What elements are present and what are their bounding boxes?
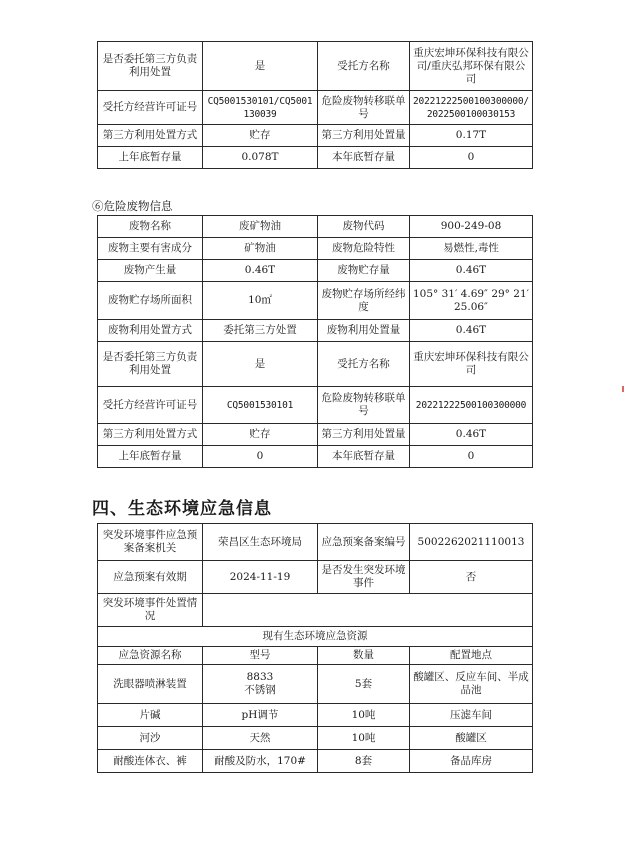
table-row [98,216,533,238]
hazardous-waste-table [97,215,533,468]
section-6-label: ⑥危险废物信息 [92,199,173,213]
cell-value: 压滤车间 [410,704,533,727]
table-row [98,561,533,594]
cell-value: 5套 [318,665,410,704]
table-row [98,727,533,750]
cell-value: 是 [203,342,318,387]
cell-value: CQ5001530101/CQ500113003​9 [203,91,318,125]
cell-label: 废物危险特性 [318,238,410,260]
cell-label: 是否委托第三方负责利用处置 [98,42,203,91]
cell-value: 20221222500100300000/2022500100030153 [410,91,533,125]
scan-artifact [622,386,624,392]
cell-label: 危险废物转移联单号 [318,387,410,424]
cell-label: 受托方名称 [318,42,410,91]
table-row [98,750,533,773]
cell-value: 耐酸及防水，170# [203,750,318,773]
cell-value: 8833 不锈钢 [203,665,318,704]
table-row [98,342,533,387]
cell-value: 0.46T [410,320,533,342]
cell-label: 突发环境事件应急预案备案机关 [98,524,203,561]
cell-value: 0.17T [410,125,533,147]
cell-value: 2024-11-19 [203,561,318,594]
cell-label: 废物贮存场所经纬度 [318,282,410,320]
cell-value: 0 [203,446,318,468]
table-row [98,704,533,727]
column-header: 数量 [318,647,410,665]
cell-value: 0 [410,446,533,468]
cell-value: 天然 [203,727,318,750]
cell-label: 本年底暂存量 [318,147,410,169]
table-row [98,524,533,561]
cell-label: 废物产生量 [98,260,203,282]
cell-label: 废物利用处置方式 [98,320,203,342]
table-row [98,238,533,260]
cell-value: 0.46T [410,260,533,282]
table-row [98,424,533,446]
cell-value: 900-249-08 [410,216,533,238]
cell-value: 河沙 [98,727,203,750]
cell-label: 受托方经营许可证号 [98,91,203,125]
table-row [98,147,533,169]
cell-value: 耐酸连体衣、裤 [98,750,203,773]
cell-label: 第三方利用处置量 [318,424,410,446]
cell-label: 第三方利用处置方式 [98,125,203,147]
cell-label: 应急预案有效期 [98,561,203,594]
cell-label: 上年底暂存量 [98,446,203,468]
cell-value: 酸罐区 [410,727,533,750]
cell-value: 片碱 [98,704,203,727]
cell-label: 第三方利用处置方式 [98,424,203,446]
cell-value: 20221222500100300000 [410,387,533,424]
cell-value: 废矿物油 [203,216,318,238]
section-4-heading: 四、生态环境应急信息 [92,499,272,519]
disposal-table-a [97,41,533,169]
cell-value: 是 [203,42,318,91]
table-row [98,387,533,424]
cell-label: 应急预案备案编号 [318,524,410,561]
cell-label: 废物主要有害成分 [98,238,203,260]
cell-value: 贮存 [203,125,318,147]
table-row [98,665,533,704]
cell-label: 废物贮存量 [318,260,410,282]
cell-value [203,594,533,627]
cell-label: 受托方经营许可证号 [98,387,203,424]
cell-value: 委托第三方处置 [203,320,318,342]
cell-label: 突发环境事件处置情况 [98,594,203,627]
resources-title: 现有生态环境应急资源 [98,627,533,647]
cell-value: 重庆宏坤环保科技有限公司/重庆弘邦环保有限公司 [410,42,533,91]
cell-value: 5002262021110013 [410,524,533,561]
cell-value: 矿物油 [203,238,318,260]
emergency-info-table [97,523,533,773]
column-header: 配置地点 [410,647,533,665]
table-row [98,446,533,468]
cell-value: 易燃性,毒性 [410,238,533,260]
cell-value: 荣昌区生态环境局 [203,524,318,561]
table-row [98,627,533,647]
cell-value: 10吨 [318,727,410,750]
cell-label: 废物利用处置量 [318,320,410,342]
cell-value: 洗眼器喷淋装置 [98,665,203,704]
cell-value: 重庆宏坤环保科技有限公司 [410,342,533,387]
table-row [98,320,533,342]
cell-label: 是否发生突发环境事件 [318,561,410,594]
cell-label: 受托方名称 [318,342,410,387]
cell-value: pH调节 [203,704,318,727]
cell-value: 0 [410,147,533,169]
table-row [98,91,533,125]
table-row [98,282,533,320]
column-header: 型号 [203,647,318,665]
cell-label: 废物代码 [318,216,410,238]
cell-value: 105° 31′ 4.69″ 29° 21′ 25.06″ [410,282,533,320]
cell-label: 废物名称 [98,216,203,238]
column-header: 应急资源名称 [98,647,203,665]
cell-value: 0.46T [203,260,318,282]
cell-label: 第三方利用处置量 [318,125,410,147]
cell-value: 酸罐区、反应车间、半成品池 [410,665,533,704]
table-row [98,260,533,282]
table-row [98,594,533,627]
cell-value: 8套 [318,750,410,773]
table-row [98,42,533,91]
table-header-row [98,647,533,665]
cell-value: 10吨 [318,704,410,727]
cell-value: 贮存 [203,424,318,446]
cell-label: 是否委托第三方负责利用处置 [98,342,203,387]
cell-value: 0.078T [203,147,318,169]
cell-value: 10㎡ [203,282,318,320]
table-row [98,125,533,147]
cell-label: 危险废物转移联单号 [318,91,410,125]
cell-label: 废物贮存场所面积 [98,282,203,320]
cell-value: 0.46T [410,424,533,446]
cell-value: CQ5001530101 [203,387,318,424]
cell-value: 备品库房 [410,750,533,773]
cell-value: 否 [410,561,533,594]
cell-label: 上年底暂存量 [98,147,203,169]
cell-label: 本年底暂存量 [318,446,410,468]
